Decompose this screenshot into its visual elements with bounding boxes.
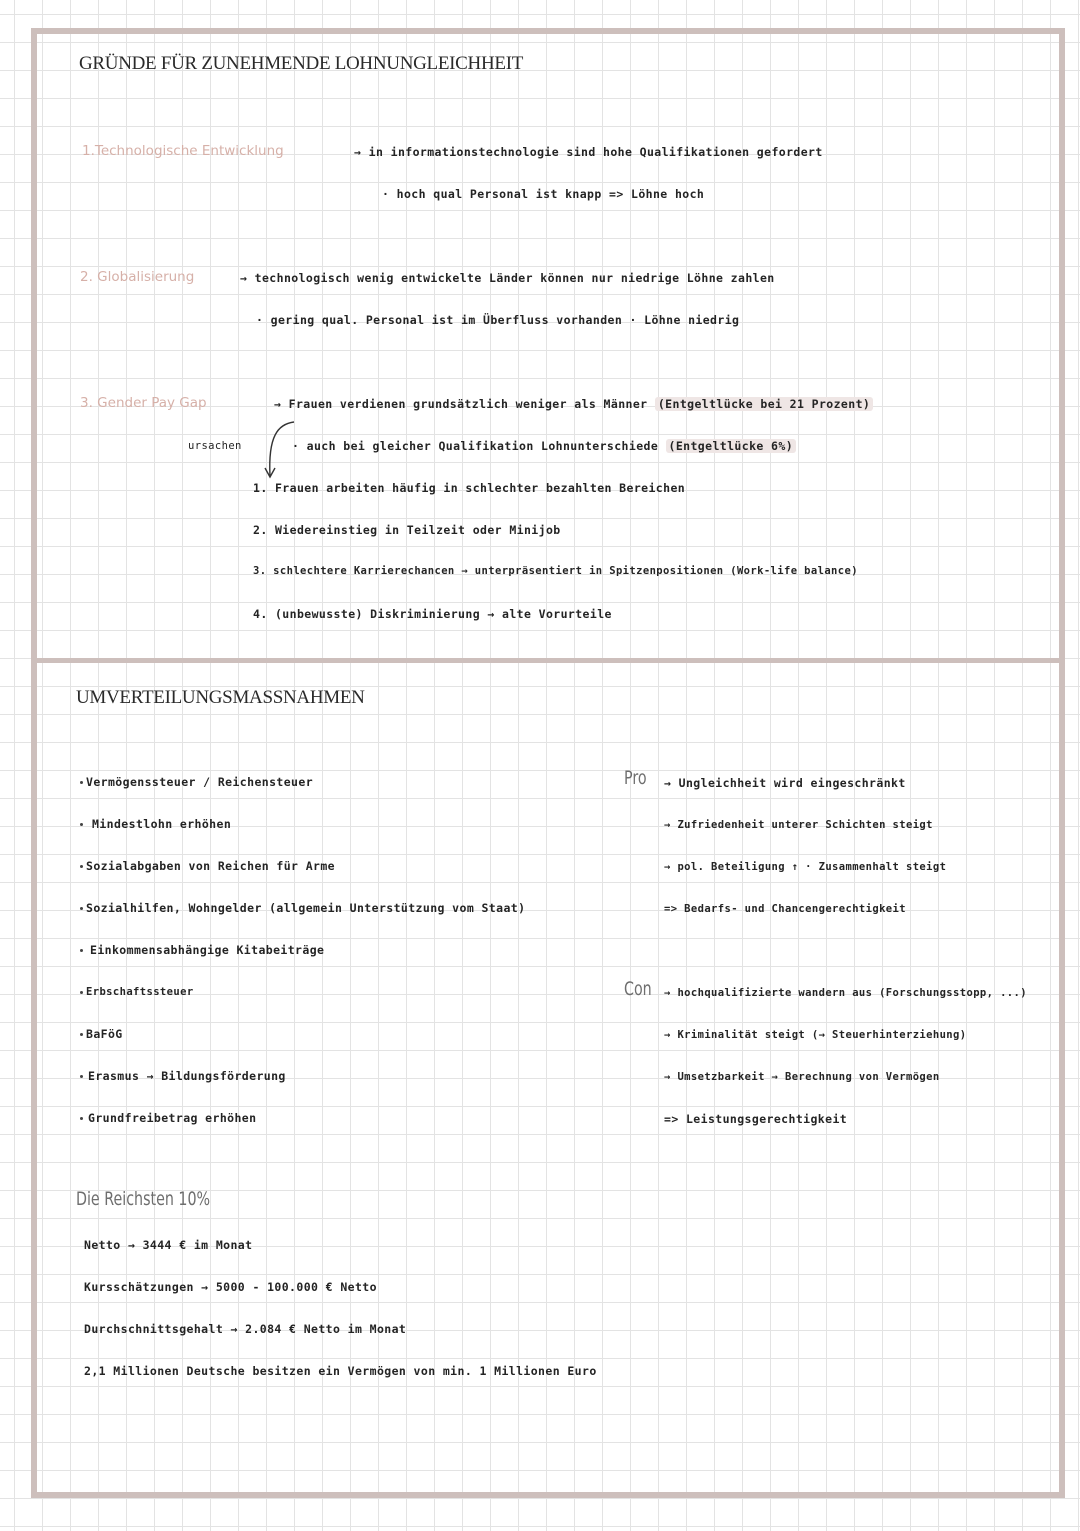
glob-line-2: · gering qual. Personal ist im Überfluss vorhanden · Löhne niedrig (256, 313, 740, 327)
cause-item-2: 2. Wiedereinstieg in Teilzeit oder Minijob (253, 523, 561, 537)
con-item-2: → Kriminalität steigt (→ Steuerhinterziehung) (664, 1029, 967, 1041)
tech-line-2: · hoch qual Personal ist knapp => Löhne hoch (382, 187, 705, 201)
tech-line-1: → in informationstechnologie sind hohe Qualifikationen gefordert (354, 145, 823, 159)
bullet (80, 991, 83, 994)
glob-label: 2. Globalisierung (80, 269, 195, 285)
section-divider (31, 658, 1065, 663)
measure-7: BaFöG (86, 1027, 123, 1041)
tech-label: 1.Technologische Entwicklung (82, 143, 284, 159)
measure-5: Einkommensabhängige Kitabeiträge (90, 943, 325, 957)
cause-item-4: 4. (unbewusste) Diskriminierung → alte Vorurteile (253, 607, 612, 621)
con-label: Con (624, 978, 652, 1000)
pro-label: Pro (624, 767, 647, 789)
rich-item-4: 2,1 Millionen Deutsche besitzen ein Vermögen von min. 1 Millionen Euro (84, 1364, 597, 1378)
bullet (80, 823, 83, 826)
bullet (80, 865, 83, 868)
gender-line-1-highlight: (Entgeltlücke bei 21 Prozent) (655, 397, 873, 411)
bullet (80, 1033, 83, 1036)
gender-line-2-highlight: (Entgeltlücke 6%) (666, 439, 797, 453)
measure-4: Sozialhilfen, Wohngelder (allgemein Unterstützung vom Staat) (86, 901, 526, 915)
causes-label: ursachen (188, 440, 242, 452)
gender-line-2 (292, 439, 796, 453)
bullet (80, 781, 83, 784)
bullet (80, 907, 83, 910)
measure-9: Grundfreibetrag erhöhen (88, 1111, 257, 1125)
pro-item-4: => Bedarfs- und Chancengerechtigkeit (664, 903, 906, 915)
pro-item-2: → Zufriedenheit unterer Schichten steigt (664, 819, 933, 831)
bullet (80, 1075, 83, 1078)
bullet (80, 949, 83, 952)
con-item-1: → hochqualifizierte wandern aus (Forschungsstopp, ...) (664, 987, 1027, 999)
section1-title: GRÜNDE FÜR ZUNEHMENDE LOHNUNGLEICHHEIT (79, 53, 524, 74)
pro-item-1: → Ungleichheit wird eingeschränkt (664, 776, 906, 790)
gender-line-1 (274, 397, 873, 411)
section2-title: UMVERTEILUNGSMASSNAHMEN (76, 687, 365, 708)
rich-label: Die Reichsten 10% (76, 1188, 211, 1210)
pro-item-3: → pol. Beteiligung ↑ · Zusammenhalt steigt (664, 861, 947, 873)
measure-3: Sozialabgaben von Reichen für Arme (86, 859, 336, 873)
page-frame (31, 28, 1065, 1498)
bullet (80, 1117, 83, 1120)
gender-line-2-text: · auch bei gleicher Qualifikation Lohnunterschiede (292, 439, 659, 453)
measure-1: Vermögenssteuer / Reichensteuer (86, 775, 314, 789)
con-item-3: → Umsetzbarkeit → Berechnung von Vermögen (664, 1071, 940, 1083)
gender-label: 3. Gender Pay Gap (80, 395, 207, 411)
cause-item-3: 3. schlechtere Karrierechancen → unterpräsentiert in Spitzenpositionen (Work-life balance) (253, 565, 858, 577)
measure-2: Mindestlohn erhöhen (92, 817, 232, 831)
rich-item-2: Kursschätzungen → 5000 - 100.000 € Netto (84, 1280, 377, 1294)
rich-item-3: Durchschnittsgehalt → 2.084 € Netto im Monat (84, 1322, 407, 1336)
cause-item-1: 1. Frauen arbeiten häufig in schlechter bezahlten Bereichen (253, 481, 686, 495)
measure-8: Erasmus → Bildungsförderung (88, 1069, 286, 1083)
glob-line-1: → technologisch wenig entwickelte Länder können nur niedrige Löhne zahlen (240, 271, 775, 285)
gender-line-1-text: → Frauen verdienen grundsätzlich weniger als Männer (274, 397, 648, 411)
con-item-4: => Leistungsgerechtigkeit (664, 1112, 848, 1126)
rich-item-1: Netto → 3444 € im Monat (84, 1238, 253, 1252)
measure-6: Erbschaftssteuer (86, 986, 194, 998)
